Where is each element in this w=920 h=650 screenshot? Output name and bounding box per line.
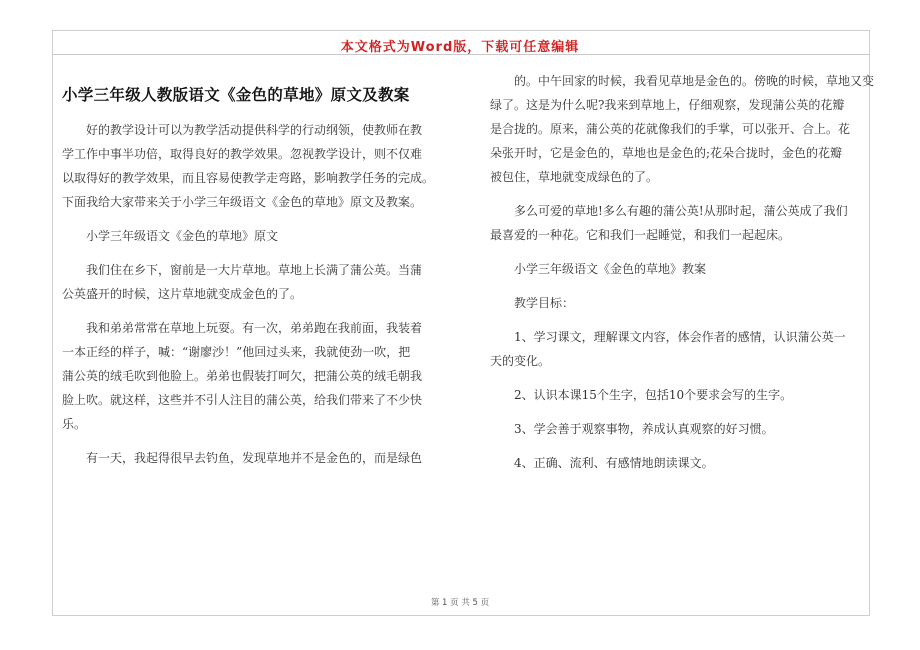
- paragraph: [490, 199, 860, 247]
- text-line: 多么可爱的草地!多么有趣的蒲公英!从那时起，蒲公英成了我们: [514, 204, 848, 218]
- paragraph: [62, 316, 462, 436]
- document-title: 小学三年级人教版语文《金色的草地》原文及教案: [62, 86, 410, 104]
- text-line: 2、认识本课15个生字，包括10个要求会写的生字。: [514, 388, 793, 402]
- text-line: 以取得好的教学效果，而且容易使教学走弯路，影响教学任务的完成。: [62, 171, 435, 185]
- text-line: 乐。: [62, 417, 87, 431]
- paragraph: [62, 446, 462, 470]
- text-line: 公英盛开的时候，这片草地就变成金色的了。: [62, 287, 303, 301]
- paragraph: [490, 325, 860, 373]
- text-line: 学工作中事半功倍，取得良好的教学效果。忽视教学设计，则不仅难: [62, 147, 423, 161]
- text-line: 3、学会善于观察事物，养成认真观察的好习惯。: [514, 422, 774, 436]
- text-line: 一本正经的样子，喊：“谢廖沙！”他回过头来，我就使劲一吹，把: [62, 345, 411, 359]
- text-line: 是合拢的。原来，蒲公英的花就像我们的手掌，可以张开、合上。花: [490, 122, 851, 136]
- paragraph: [490, 417, 860, 441]
- right-column: [490, 69, 875, 475]
- text-line: 我们住在乡下，窗前是一大片草地。草地上长满了蒲公英。当蒲: [86, 263, 423, 277]
- text-line: 教学目标：: [514, 296, 575, 310]
- format-banner: 本文格式为Word版，下载可任意编辑: [340, 40, 580, 55]
- page-footer: 第 1 页 共 5 页: [430, 598, 490, 608]
- text-line: 被包住，草地就变成绿色的了。: [490, 170, 659, 184]
- paragraph: [490, 451, 860, 475]
- text-line: 的。中午回家的时候，我看见草地是金色的。傍晚的时候，草地又变: [514, 74, 875, 88]
- text-line: 最喜爱的一种花。它和我们一起睡觉，和我们一起起床。: [490, 228, 791, 242]
- text-line: 天的变化。: [490, 354, 551, 368]
- paragraph: [62, 258, 462, 306]
- paragraph: [490, 257, 860, 281]
- text-line: 4、正确、流利、有感情地朗读课文。: [514, 456, 714, 470]
- text-line: 朵张开时，它是金色的，草地也是金色的;花朵合拢时，金色的花瓣: [490, 146, 843, 160]
- paragraph: [490, 69, 875, 189]
- text-line: 脸上吹。就这样，这些并不引人注目的蒲公英，给我们带来了不少快: [62, 393, 423, 407]
- paragraph: [490, 291, 860, 315]
- text-line: 小学三年级语文《金色的草地》原文: [86, 229, 279, 243]
- text-line: 蒲公英的绒毛吹到他脸上。弟弟也假装打呵欠，把蒲公英的绒毛朝我: [62, 369, 423, 383]
- text-line: 小学三年级语文《金色的草地》教案: [514, 262, 707, 276]
- text-line: 我和弟弟常常在草地上玩耍。有一次，弟弟跑在我前面，我装着: [86, 321, 423, 335]
- banner-divider: [52, 54, 870, 55]
- paragraph: [490, 383, 860, 407]
- text-line: 有一天，我起得很早去钓鱼，发现草地并不是金色的，而是绿色: [86, 451, 423, 465]
- text-line: 下面我给大家带来关于小学三年级语文《金色的草地》原文及教案。: [62, 195, 423, 209]
- text-line: 绿了。这是为什么呢?我来到草地上，仔细观察，发现蒲公英的花瓣: [490, 98, 845, 112]
- left-column: [62, 118, 462, 470]
- text-line: 好的教学设计可以为教学活动提供科学的行动纲领，使教师在教: [86, 123, 423, 137]
- text-line: 1、学习课文，理解课文内容，体会作者的感情，认识蒲公英一: [514, 330, 846, 344]
- paragraph: [62, 224, 462, 248]
- paragraph: [62, 118, 462, 214]
